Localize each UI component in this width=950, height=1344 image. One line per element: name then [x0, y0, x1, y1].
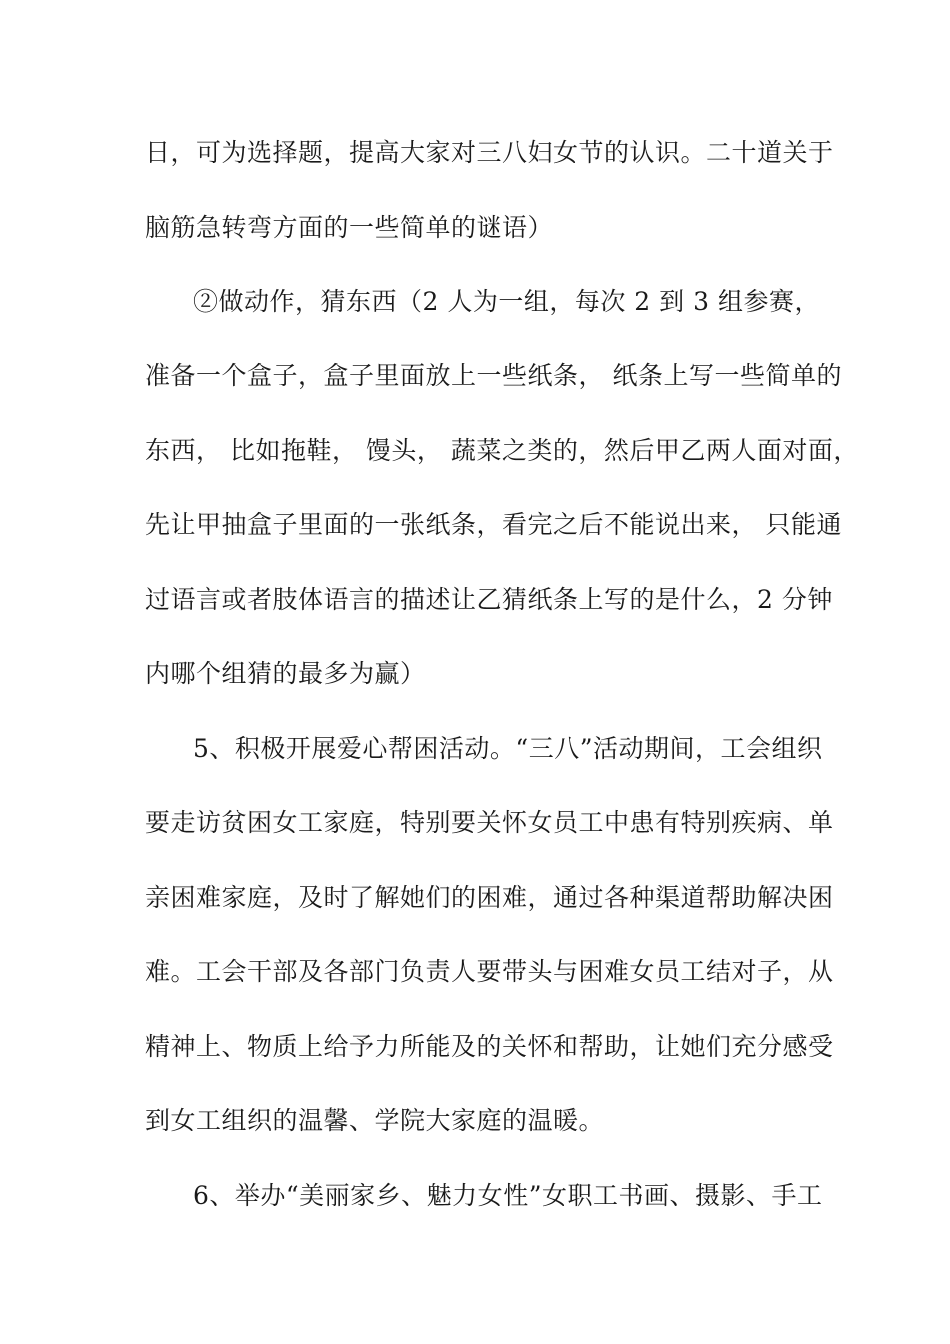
text-line: 到女工组织的温馨、学院大家庭的温暖。 [145, 1106, 605, 1135]
text-line: 准备一个盒子，盒子里面放上一些纸条， 纸条上写一些简单的 [145, 361, 842, 390]
paragraph-start-line: ②做动作，猜东西（2 人为一组，每次 2 到 3 组参赛， [193, 287, 820, 316]
text-line: 过语言或者肢体语言的描述让乙猜纸条上写的是什么，2 分钟 [145, 585, 833, 614]
text-line: 先让甲抽盒子里面的一张纸条，看完之后不能说出来， 只能通 [145, 510, 842, 539]
text-line: 精神上、物质上给予力所能及的关怀和帮助，让她们充分感受 [145, 1032, 834, 1061]
text-line: 内哪个组猜的最多为赢） [145, 659, 426, 688]
paragraph-start-line: 5、积极开展爱心帮困活动。“三八”活动期间，工会组织 [193, 734, 823, 763]
text-line: 东西， 比如拖鞋， 馒头， 蔬菜之类的，然后甲乙两人面对面， [145, 436, 859, 465]
text-line: 亲困难家庭，及时了解她们的困难，通过各种渠道帮助解决困 [145, 883, 834, 912]
text-line: 难。工会干部及各部门负责人要带头与困难女员工结对子，从 [145, 957, 834, 986]
text-line: 要走访贫困女工家庭，特别要关怀女员工中患有特别疾病、单 [145, 808, 834, 837]
paragraph-start-line: 6、举办“美丽家乡、魅力女性”女职工书画、摄影、手工 [193, 1181, 823, 1210]
text-line: 脑筋急转弯方面的一些简单的谜语） [145, 213, 554, 242]
text-line: 日，可为选择题，提高大家对三八妇女节的认识。二十道关于 [145, 138, 834, 167]
